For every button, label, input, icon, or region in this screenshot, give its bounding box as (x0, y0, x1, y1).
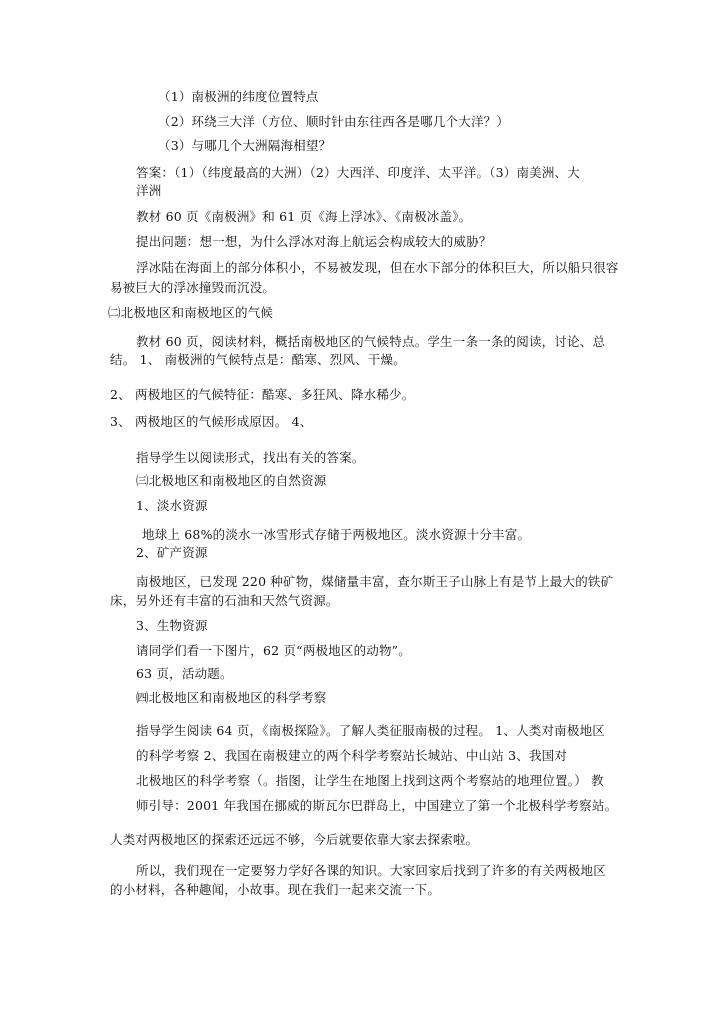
textbook-reference: 教材 60 页《南极洲》和 61 页《海上浮冰》、《南极冰盖》。 (136, 209, 472, 224)
research-line-2: 的科学考察 2、我国在南极建立的两个科学考察站长城站、中山站 3、我国对 (136, 748, 568, 763)
closing-line-2: 的小材料，各种趣闻，小故事。现在我们一起来交流一下。 (110, 882, 441, 897)
resource-freshwater-heading: 1、淡水资源 (136, 498, 208, 513)
ice-explanation-line-2: 易被巨大的浮冰撞毁而沉没。 (110, 280, 276, 295)
research-line-1: 指导学生阅读 64 页，《南极探险》。了解人类征服南极的过程。 1、人类对南极地区 (136, 723, 605, 738)
section-heading-research: ㈣北极地区和南极地区的科学考察 (136, 690, 327, 705)
resource-mineral-text-2: 床，另外还有丰富的石油和天然气资源。 (110, 593, 339, 608)
activity-text: 63 页，活动题。 (136, 666, 233, 681)
exploration-summary: 人类对两极地区的探索还远远不够，今后就要依靠大家去探索啦。 (110, 832, 479, 847)
climate-intro-line-2: 结。 1、 南极洲的气候特点是：酷寒、烈风、干燥。 (110, 352, 406, 367)
research-line-3: 北极地区的科学考察（。指图，让学生在地图上找到这两个考察站的地理位置。） 教 (136, 773, 604, 788)
research-line-4: 师引导：2001 年我国在挪威的斯瓦尔巴群岛上，中国建立了第一个北极科学考察站。 (136, 798, 618, 813)
answer-line-2: 洋洲 (136, 183, 162, 198)
question-1: （1）南极洲的纬度位置特点 (158, 89, 319, 104)
climate-point-2: 2、 两极地区的气候特征：酷寒、多狂风、降水稀少。 (110, 387, 415, 402)
question-prompt: 提出问题：想一想，为什么浮冰对海上航运会构成较大的威胁？ (136, 234, 492, 249)
section-heading-resources: ㈢北极地区和南极地区的自然资源 (136, 473, 327, 488)
section-heading-climate: ㈡北极地区和南极地区的气候 (108, 305, 274, 320)
question-2: （2）环绕三大洋（方位、顺时针由东往西各是哪几个大洋？） (158, 114, 510, 129)
resource-freshwater-text: 地球上 68%的淡水一冰雪形式存储于两极地区。淡水资源十分丰富。 (142, 527, 531, 542)
climate-point-3: 3、 两极地区的气候形成原因。 4、 (110, 414, 313, 429)
climate-intro-line-1: 教材 60 页，阅读材料，概括南极地区的气候特点。学生一条一条的阅读，讨论、总 (136, 334, 606, 349)
ice-explanation-line-1: 浮冰陆在海面上的部分体积小，不易被发现，但在水下部分的体积巨大，所以船只很容 (136, 260, 619, 275)
closing-line-1: 所以，我们现在一定要努力学好各课的知识。大家回家后找到了许多的有关两极地区 (136, 863, 606, 878)
reading-guide: 指导学生以阅读形式，找出有关的答案。 (136, 450, 365, 465)
question-3: （3）与哪几个大洲隔海相望？ (158, 138, 332, 153)
resource-biological-text: 请同学们看一下图片，62 页“两极地区的动物”。 (136, 643, 411, 658)
resource-biological-heading: 3、生物资源 (136, 618, 208, 633)
answer-line-1: 答案：（1）（纬度最高的大洲）（2）大西洋、印度洋、太平洋。（3）南美洲、大 (136, 165, 580, 180)
resource-mineral-text-1: 南极地区，已发现 220 种矿物，煤储量丰富，查尔斯王子山脉上有是节上最大的铁矿 (136, 574, 614, 589)
resource-mineral-heading: 2、矿产资源 (136, 545, 208, 560)
